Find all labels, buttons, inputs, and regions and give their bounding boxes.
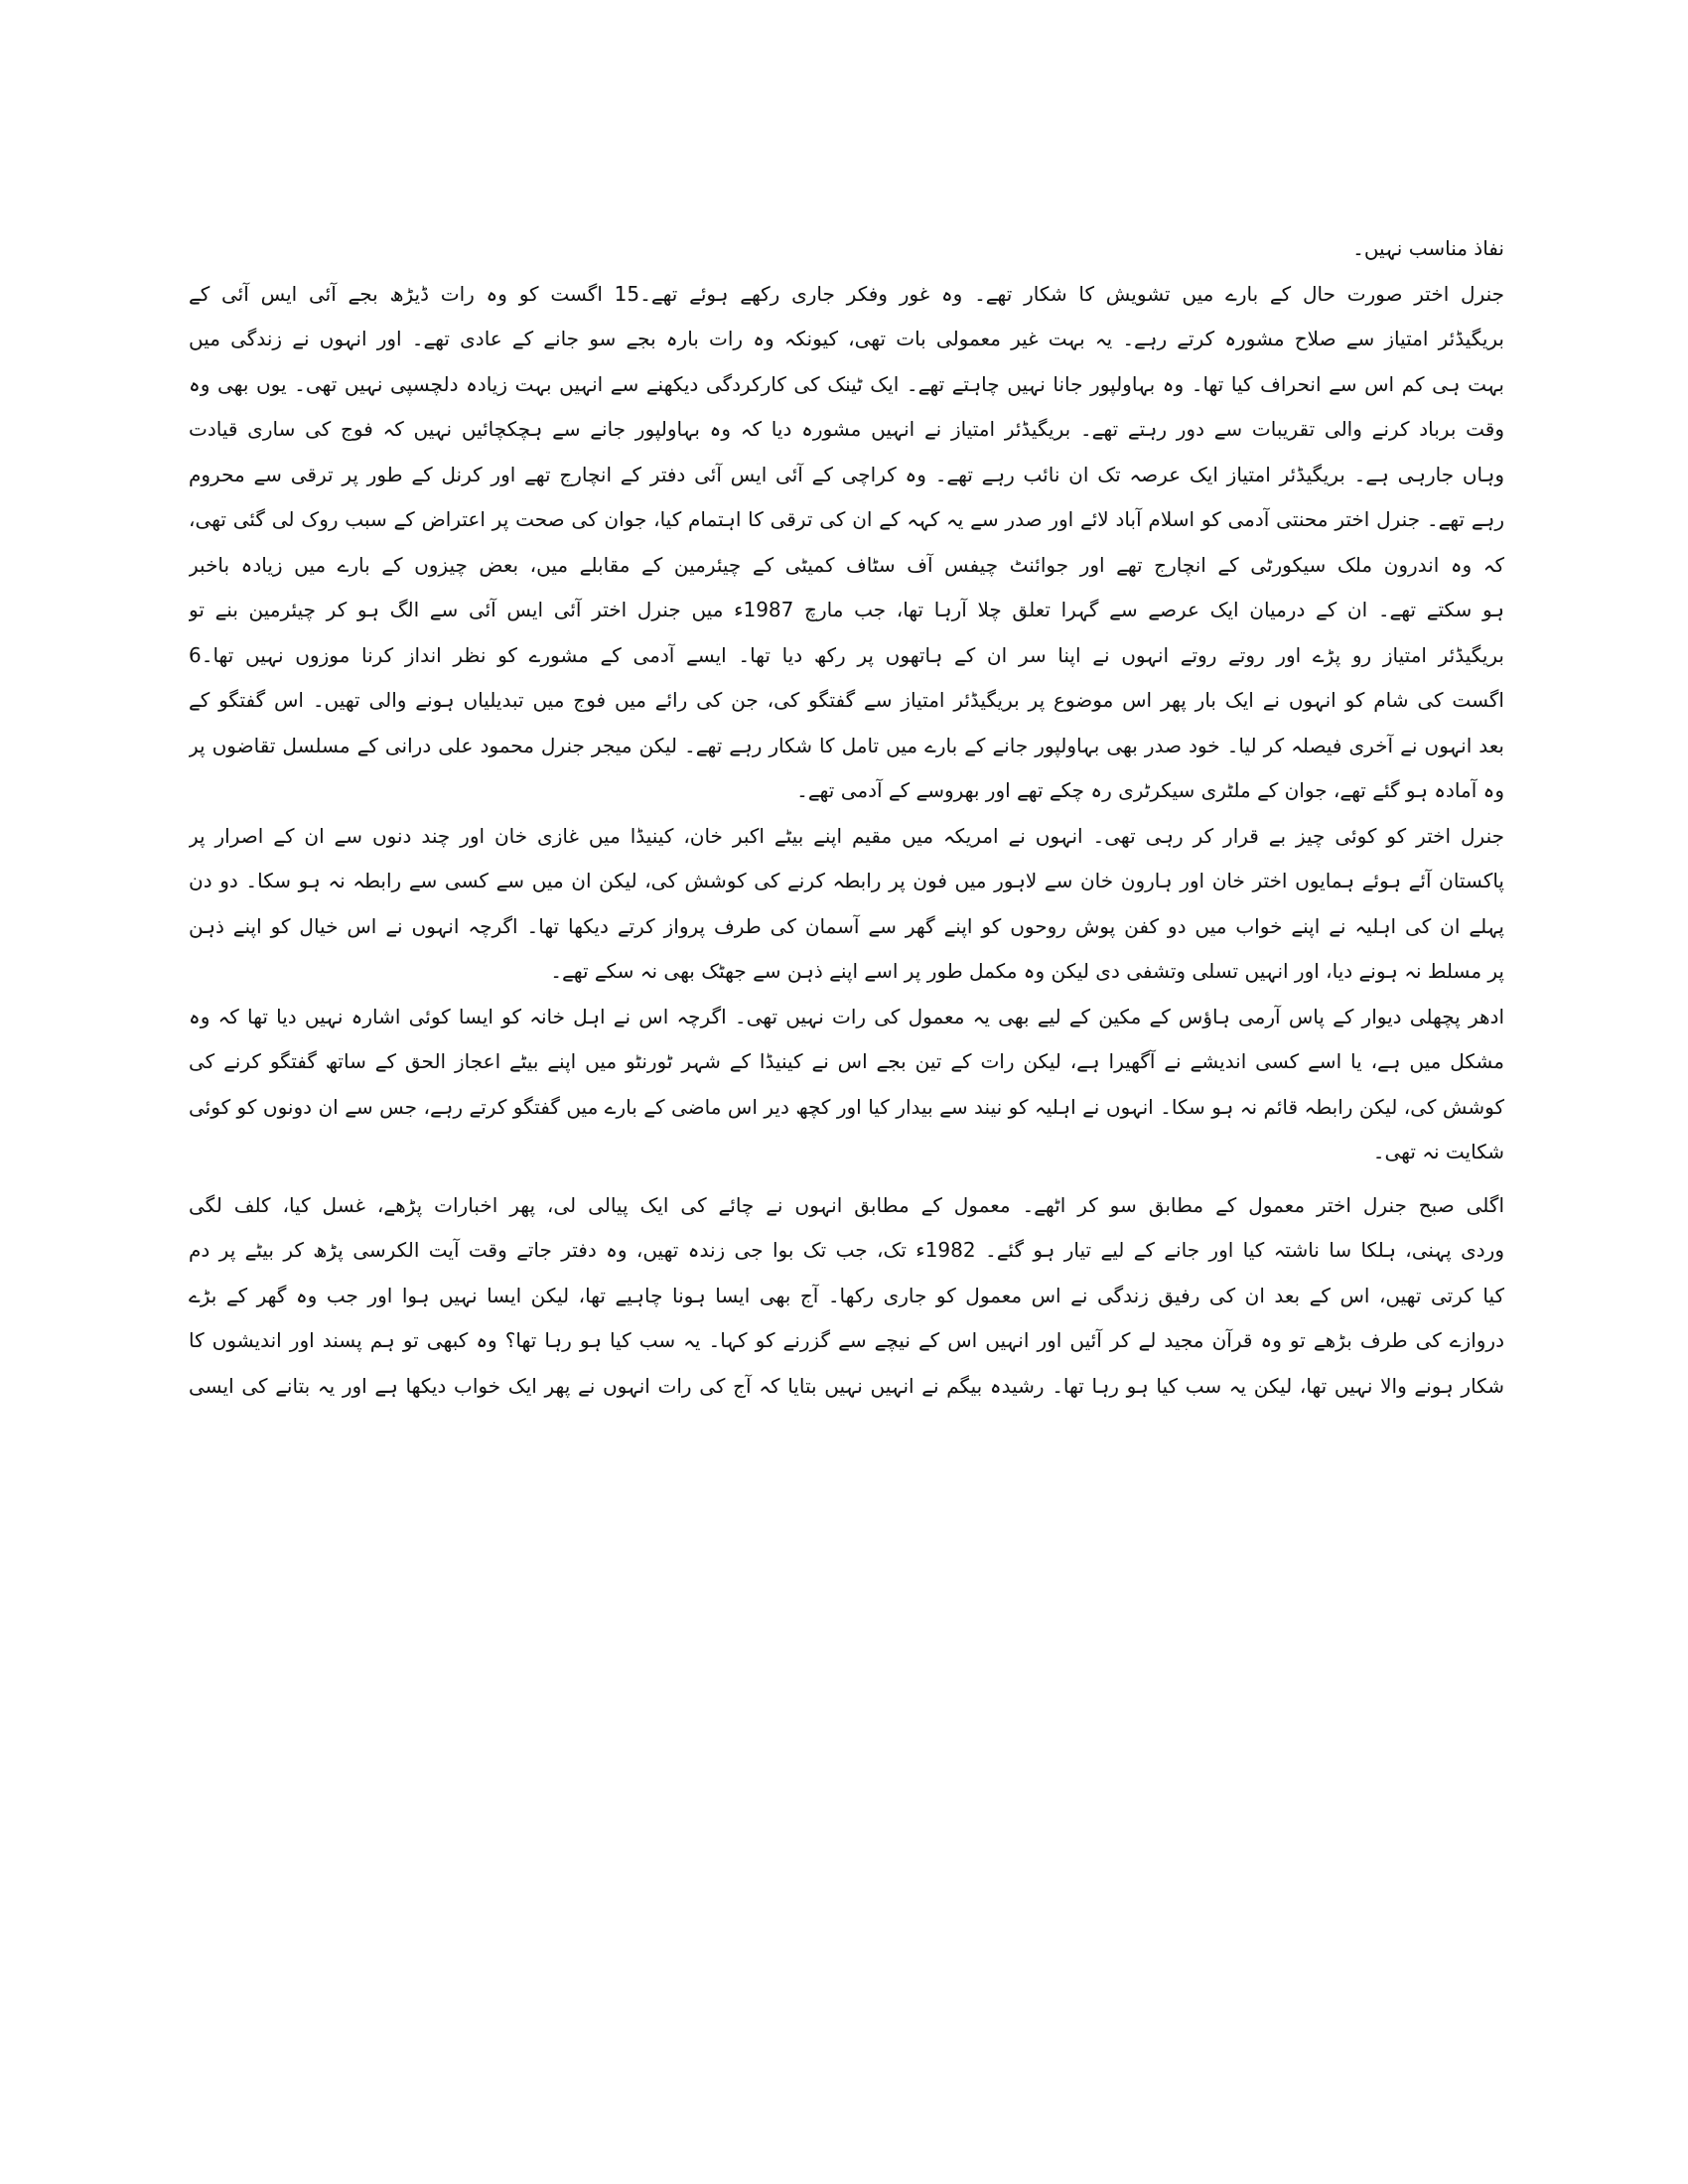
text-line: پاکستان آئے ہوئے ہمایوں اختر خان اور ہارون خان سے لاہور میں فون پر رابطہ کرنے کی کوشش کی، لیکن ان میں سے کسی سے رابطہ نہ ہو سکا۔ دو دن <box>189 869 1504 892</box>
text-line: جنرل اختر کو کوئی چیز بے قرار کر رہی تھی۔ انہوں نے امریکہ میں مقیم اپنے بیٹے اکبر خان، کینیڈا میں غازی خان اور چند دنوں سے ان کے اصرار پر <box>189 823 1504 848</box>
text-line: کوشش کی، لیکن رابطہ قائم نہ ہو سکا۔ انہوں نے اہلیہ کو نیند سے بیدار کیا اور کچھ دیر اس ماضی کے بارے میں گفتگو کرتے رہے، جس سے ان دونوں کو کوئی <box>189 1094 1504 1119</box>
text-line: شکار ہونے والا نہیں تھا، لیکن یہ سب کیا ہو رہا تھا۔ رشیدہ بیگم نے انہیں نہیں بتایا کہ آج کی رات انہوں نے پھر ایک خواب دیکھا ہے اور یہ بتانے کی ایسی <box>189 1373 1504 1398</box>
text-line: ہو سکتے تھے۔ ان کے درمیان ایک عرصے سے گہرا تعلق چلا آرہا تھا، جب مارچ 1987ء میں جنرل اختر آئی ایس آئی سے الگ ہو کر چیئرمین بنے تو <box>189 598 1504 621</box>
text-line: مشکل میں ہے، یا اسے کسی اندیشے نے آگھیرا ہے، لیکن رات کے تین بجے اس نے کینیڈا کے شہر ٹورنٹو میں اپنے بیٹے اعجاز الحق کے ساتھ گفتگو کرنے کی <box>189 1049 1504 1073</box>
text-line: رہے تھے۔ جنرل اختر محنتی آدمی کو اسلام آباد لائے اور صدر سے یہ کہہ کے ان کی ترقی کا اہتمام کیا، جوان کی صحت پر اعتراض کے سبب روک لی گئی تھی، <box>189 507 1504 531</box>
text-line: کیا کرتی تھیں، اس کے بعد ان کی رفیق زندگی نے اس معمول کو جاری رکھا۔ آج بھی ایسا ہونا چاہیے تھا، لیکن ایسا نہیں ہوا اور جب وہ گھر کے بڑے <box>189 1283 1504 1307</box>
urdu-text-body <box>189 226 1504 1409</box>
text-line: اگلی صبح جنرل اختر معمول کے مطابق سو کر اٹھے۔ معمول کے مطابق انہوں نے چائے کی ایک پیالی لی، پھر اخبارات پڑھے، غسل کیا، کلف لگی <box>189 1192 1504 1217</box>
text-line: پہلے ان کی اہلیہ نے اپنے خواب میں دو کفن پوش روحوں کو اپنے گھر سے آسمان کی طرف پرواز کرتے دیکھا تھا۔ اگرچہ انہوں نے اس خیال کو اپنے ذہن <box>189 913 1504 938</box>
text-line: بہت ہی کم اس سے انحراف کیا تھا۔ وہ بہاولپور جانا نہیں چاہتے تھے۔ ایک ٹینک کی کارکردگی دیکھنے سے انہیں بہت زیادہ دلچسپی نہیں تھی۔ یوں بھی وہ <box>189 371 1504 396</box>
text-line: وہاں جارہی ہے۔ بریگیڈئر امتیاز ایک عرصہ تک ان نائب رہے تھے۔ وہ کراچی کے آئی ایس آئی دفتر کے انچارج تھے اور کرنل کے طور پر ترقی سے محروم <box>189 462 1504 486</box>
text-line: بریگیڈئر امتیاز سے صلاح مشورہ کرتے رہے۔ یہ بہت غیر معمولی بات تھی، کیونکہ وہ رات بارہ بجے سو جانے کے عادی تھے۔ اور انہوں نے زندگی میں <box>189 327 1504 350</box>
text-line: وردی پہنی، ہلکا سا ناشتہ کیا اور جانے کے لیے تیار ہو گئے۔ 1982ء تک، جب تک بوا جی زندہ تھیں، وہ دفتر جاتے وقت آیت الکرسی پڑھ کر بیٹے پر دم <box>189 1238 1504 1262</box>
text-line: بعد انہوں نے آخری فیصلہ کر لیا۔ خود صدر بھی بہاولپور جانے کے بارے میں تامل کا شکار رہے تھے۔ لیکن میجر جنرل محمود علی درانی کے مسلسل تقاضوں پر <box>189 733 1504 757</box>
text-line: پر مسلط نہ ہونے دیا، اور انہیں تسلی وتشفی دی لیکن وہ مکمل طور پر اسے اپنے ذہن سے جھٹک بھی نہ سکے تھے۔ <box>550 959 1504 983</box>
text-line: وقت برباد کرنے والی تقریبات سے دور رہتے تھے۔ بریگیڈئر امتیاز نے انہیں مشورہ دیا کہ وہ بہاولپور جانے سے ہچکچائیں نہیں کہ فوج کی ساری قیادت <box>189 417 1504 441</box>
text-line: کہ وہ اندرون ملک سیکورٹی کے انچارج تھے اور جوائنٹ چیفس آف سٹاف کمیٹی کے چیئرمین کے مقابلے میں، بعض چیزوں کے بارے میں زیادہ باخبر <box>189 552 1504 577</box>
paragraph-gap <box>189 1175 1504 1183</box>
text-line: دروازے کی طرف بڑھے تو وہ قرآن مجید لے کر آئیں اور انہیں اس کے نیچے سے گزرنے کو کہا۔ یہ سب کیا ہو رہا تھا؟ وہ کبھی تو ہم پسند اور اندیشوں کا <box>189 1328 1504 1352</box>
text-line: وہ آمادہ ہو گئے تھے، جوان کے ملٹری سیکرٹری رہ چکے تھے اور بھروسے کے آدمی تھے۔ <box>796 778 1504 802</box>
text-line: نفاذ مناسب نہیں۔ <box>1352 236 1504 260</box>
text-line: شکایت نہ تھی۔ <box>1372 1140 1504 1163</box>
text-line: بریگیڈئر امتیاز رو پڑے اور روتے روتے انہوں نے اپنا سر ان کے ہاتھوں پر رکھ دیا تھا۔ ایسے آدمی کے مشورے کو نظر انداز کرنا موزوں نہیں تھا۔6 <box>189 642 1504 667</box>
text-line: ادھر پچھلی دیوار کے پاس آرمی ہاؤس کے مکین کے لیے بھی یہ معمول کی رات نہیں تھی۔ اگرچہ اس نے اہل خانہ کو ایسا کوئی اشارہ نہیں دیا تھا کہ وہ <box>189 1004 1504 1028</box>
text-line: جنرل اختر صورت حال کے بارے میں تشویش کا شکار تھے۔ وہ غور وفکر جاری رکھے ہوئے تھے۔15 اگست کو وہ رات ڈیڑھ بجے آئی ایس آئی کے <box>189 281 1504 306</box>
text-line: اگست کی شام کو انہوں نے ایک بار پھر اس موضوع پر بریگیڈئر امتیاز سے گفتگو کی، جن کی رائے میں فوج میں تبدیلیاں ہونے والی تھیں۔ اس گفتگو کے <box>189 688 1504 712</box>
